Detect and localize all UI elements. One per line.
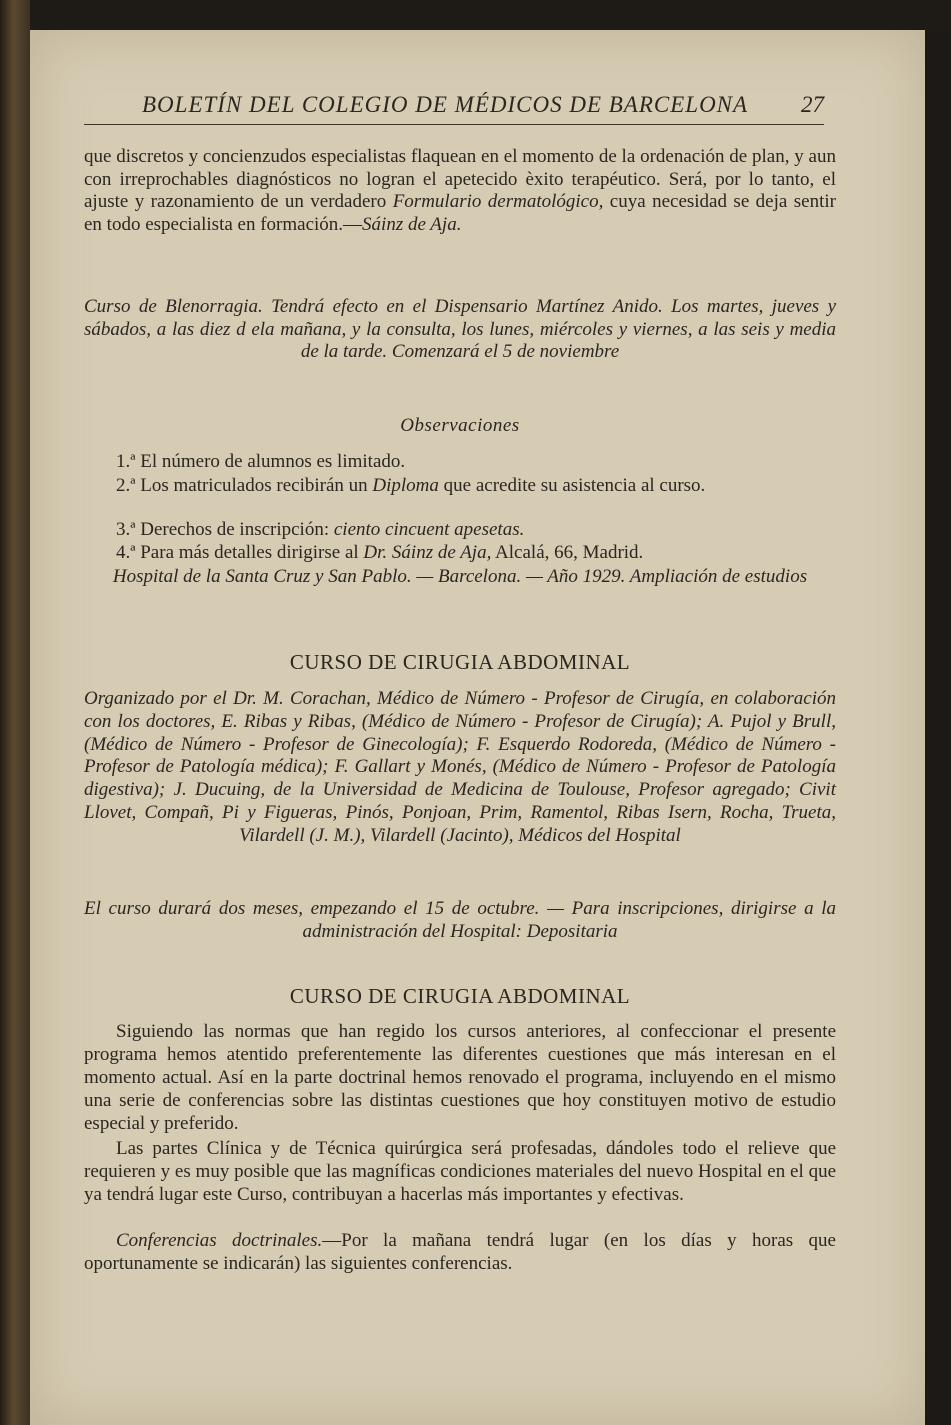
- curso-1-duration: El curso durará dos meses, empezando el 15 de octubre. — Para inscripciones, dirigirse a la administración del Hospital: Depositaria: [84, 898, 836, 942]
- page-number: 27: [801, 92, 824, 117]
- curso-2-paragraph-3: Conferencias doctrinales.—Por la mañana tendrá lugar (en los días y horas que oportunamente se indicarán) las siguientes conferencias.: [84, 1230, 836, 1274]
- scan-top-edge: [0, 0, 951, 30]
- journal-title: BOLETÍN DEL COLEGIO DE MÉDICOS DE BARCELONA: [142, 92, 749, 117]
- running-header: [84, 92, 824, 125]
- observation-item-1: 1.ª El número de alumnos es limitado.: [116, 451, 406, 472]
- blenorragia-notice: Curso de Blenorragia. Tendrá efecto en el Dispensario Martínez Anido. Los martes, jueves y sábados, a las diez d ela mañana, y la consulta, los lunes, miércoles y viernes, a las seis y media de la tarde. Comenzará el 5 de noviembre: [84, 296, 836, 362]
- curso-2-paragraph-1: Siguiendo las normas que han regido los cursos anteriores, al confeccionar el presente programa hemos atentido preferentemente las diferentes cuestiones que más interesan en el momento actual. Así en la parte doctrinal hemos renovado el programa, incluyendo en el mismo una serie de conferencias sobre las distintas cuestiones que hoy constituyen motivo de estudio especial y preferido.: [84, 1021, 836, 1134]
- intro-paragraph: que discretos y concienzudos especialistas flaquean en el momento de la ordenación de plan, y aun con irreprochables diagnósticos no logran el apetecido èxito terapéutico. Será, por lo tanto, el ajuste y razonamiento de un verdadero Formulario dermatológico, cuya necesidad se deja sentir en todo especialista en formación.—Sáinz de Aja.: [84, 146, 836, 235]
- curso-1-faculty: Organizado por el Dr. M. Corachan, Médico de Número - Profesor de Cirugía, en colaboración con los doctores, E. Ribas y Ribas, (Médico de Número - Profesor de Cirugía); A. Pujol y Brull, (Médico de Número - Profesor de Ginecología); F. Esquerdo Rodoreda, (Médico de Número - Profesor de Patología médica); F. Gallart y Monés, (Médico de Número - Profesor de Patología digestiva); J. Ducuing, de la Universidad de Medicina de Toulouse, Profesor agregado; Civit Llovet, Compañ, Pi y Figueras, Pinós, Ponjoan, Prim, Ramentol, Ribas Isern, Rocha, Trueta, Vilardell (J. M.), Vilardell (Jacinto), Médicos del Hospital: [84, 688, 836, 846]
- observation-item-2: 2.ª Los matriculados recibirán un Diploma que acredite su asistencia al curso.: [116, 475, 706, 496]
- observaciones-heading: Observaciones: [400, 415, 520, 436]
- hospital-line: Hospital de la Santa Cruz y San Pablo. — Barcelona. — Año 1929. Ampliación de estudios: [112, 566, 808, 587]
- book-binding: [0, 0, 30, 1425]
- section-heading-curso-2: CURSO DE CIRUGIA ABDOMINAL: [289, 984, 631, 1008]
- observation-item-4: 4.ª Para más detalles dirigirse al Dr. Sáinz de Aja, Alcalá, 66, Madrid.: [116, 542, 644, 563]
- observation-item-3: 3.ª Derechos de inscripción: ciento cincuent apesetas.: [116, 519, 525, 540]
- section-heading-curso-1: CURSO DE CIRUGIA ABDOMINAL: [289, 650, 631, 674]
- curso-2-paragraph-2: Las partes Clínica y de Técnica quirúrgica será profesadas, dándoles todo el relieve que requieren y es muy posible que las magníficas condiciones materiales del nuevo Hospital en el que ya tendrá lugar este Curso, contribuyan a hacerlas más importantes y efectivas.: [84, 1138, 836, 1205]
